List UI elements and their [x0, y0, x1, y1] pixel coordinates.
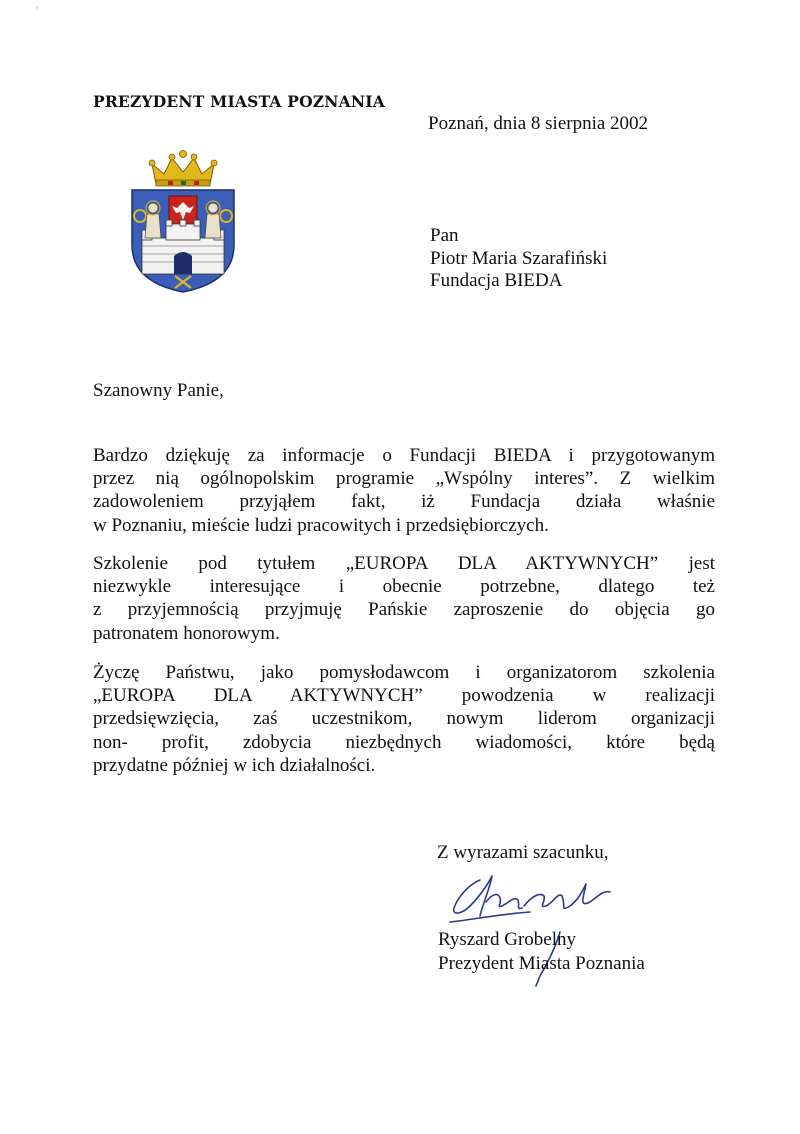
recipient-title: Pan [430, 225, 459, 246]
paragraph-line: z przyjemnością przyjmuję Pańskie zaproszenie do objęcia go [93, 599, 715, 621]
paragraph-line: przedsięwzięcia, zaś uczestnikom, nowym liderom organizacji [93, 708, 715, 730]
paragraph-line: Życzę Państwu, jako pomysłodawcom i organizatorom szkolenia [93, 662, 715, 683]
paragraph-thanks [93, 444, 715, 537]
closing-phrase: Z wyrazami szacunku, [437, 842, 609, 863]
paragraph-line: w Poznaniu, mieście ludzi pracowitych i przedsiębiorczych. [93, 514, 549, 536]
poznan-coat-of-arms-icon [128, 150, 238, 295]
paragraph-patronage [93, 552, 715, 645]
recipient-address [430, 225, 607, 293]
scan-mark: ' [36, 6, 38, 17]
paragraph-line: patronatem honorowym. [93, 622, 280, 644]
letterhead-title: PREZYDENT MIASTA POZNANIA [93, 92, 385, 111]
signer-position: Prezydent Miasta Poznania [438, 953, 645, 974]
recipient-name: Piotr Maria Szarafiński [430, 247, 608, 269]
paragraph-line: non- profit, zdobycia niezbędnych wiadomości, które będą [93, 731, 715, 753]
paragraph-wishes [93, 661, 715, 777]
paragraph-line: przez nią ogólnopolskim programie „Wspólny interes”. Z wielkim [93, 468, 715, 490]
paragraph-line: przydatne później w ich działalności. [93, 754, 376, 776]
crown-icon [149, 151, 217, 187]
paragraph-line: Bardzo dziękuję za informacje o Fundacji BIEDA i przygotowanym [93, 445, 715, 466]
signer-name: Ryszard Grobelny [438, 929, 577, 950]
recipient-organization: Fundacja BIEDA [430, 270, 563, 291]
signer-block [438, 928, 645, 976]
paragraph-line: Szkolenie pod tytułem „EUROPA DLA AKTYWNYCH” jest [93, 553, 715, 574]
salutation: Szanowny Panie, [93, 380, 224, 401]
paragraph-line: zadowoleniem przyjąłem fakt, iż Fundacja działa właśnie [93, 491, 715, 513]
paragraph-line: „EUROPA DLA AKTYWNYCH” powodzenia w realizacji [93, 685, 715, 707]
paragraph-line: niezwykle interesujące i obecnie potrzebne, dlatego też [93, 576, 715, 598]
letter-date: Poznań, dnia 8 sierpnia 2002 [428, 113, 649, 134]
